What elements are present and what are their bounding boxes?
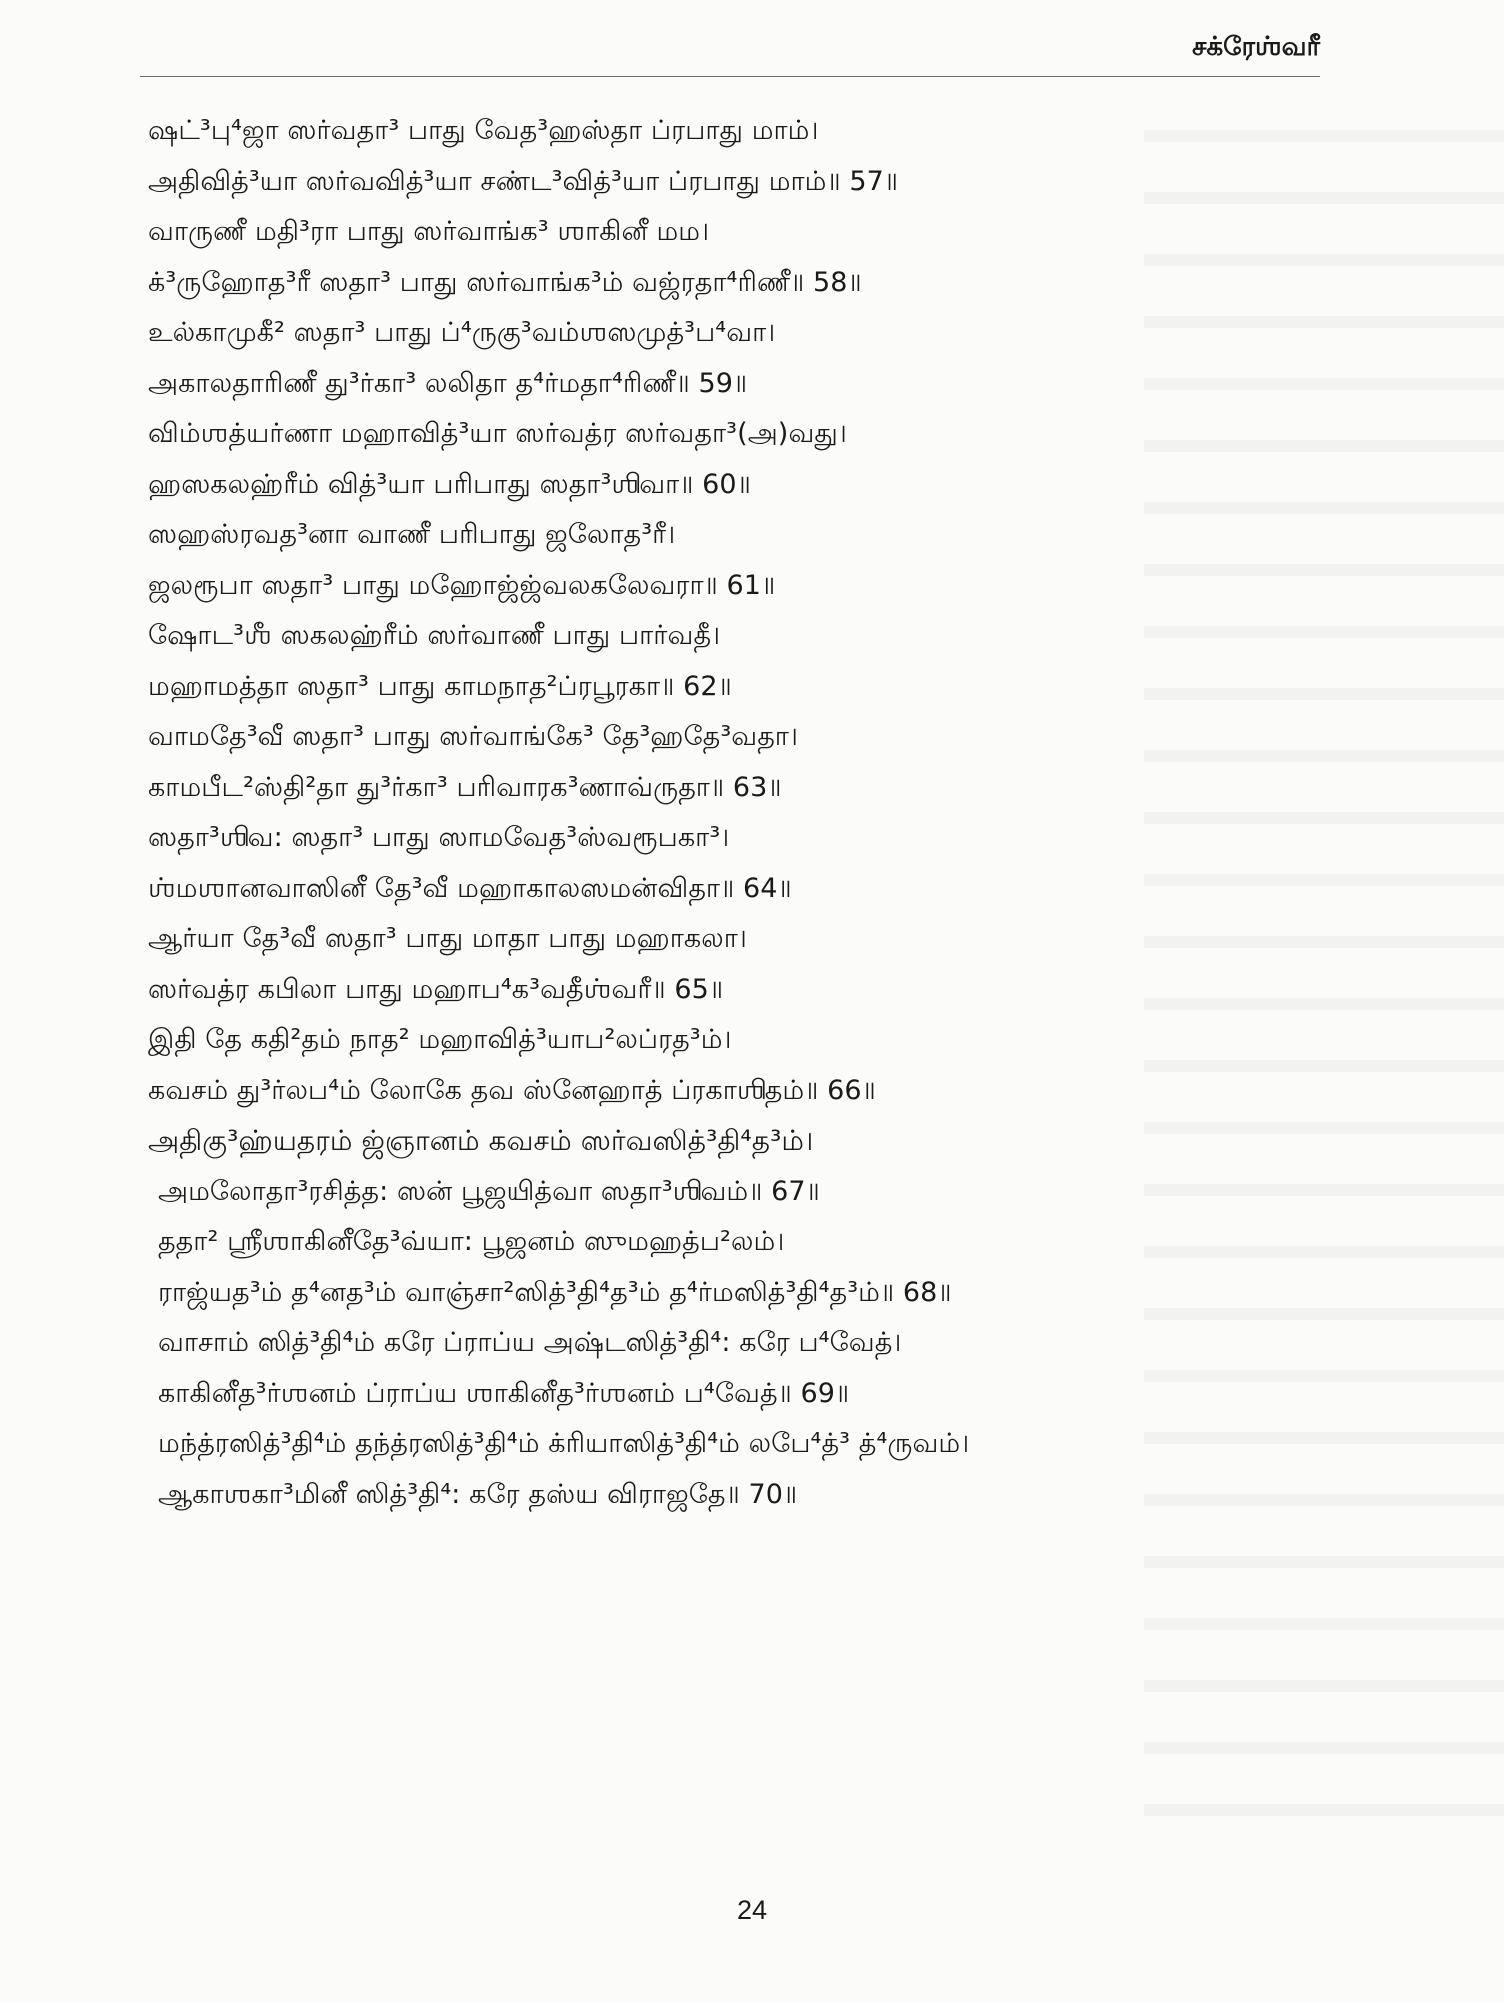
verse-line: மந்த்ரஸித்³தி⁴ம் தந்த்ரஸித்³தி⁴ம் க்ரியாஸித்³தி⁴ம் லபே⁴த்³ த்⁴ருவம்। [158,1428,970,1459]
verse-line: ஆகாஶகா³மினீ ஸித்³தி⁴꞉ கரே தஸ்ய விராஜதே॥ 70॥ [158,1478,798,1510]
running-title: சக்ரேஶ்வரீ [1192,32,1320,62]
verse-line: ஜலரூபா ஸதா³ பாது மஹோஜ்ஜ்வலகலேவரா॥ 61॥ [148,569,776,601]
verse-line: ஸர்வத்ர கபிலா பாது மஹாப⁴க³வதீஶ்வரீ॥ 65॥ [148,973,724,1005]
verse-line: கவசம் து³ர்லப⁴ம் லோகே தவ ஸ்னேஹாத் ப்ரகாஶிதம்॥ 66॥ [148,1074,876,1106]
verse-line: மஹாமத்தா ஸதா³ பாது காமநாத²ப்ரபூரகா॥ 62॥ [148,670,732,702]
verse-line: வாமதே³வீ ஸதா³ பாது ஸர்வாங்கே³ தே³ஹதே³வதா। [148,721,799,752]
verse-line: ஹஸகலஹ்ரீம் வித்³யா பரிபாது ஸதா³ஶிவா॥ 60॥ [148,468,751,500]
verse-line: வாருணீ மதி³ரா பாது ஸர்வாங்க³ ஶாகினீ மம। [148,216,710,247]
verse-line: அகாலதாரிணீ து³ர்கா³ லலிதா த⁴ர்மதா⁴ரிணீ॥ 59॥ [148,367,748,399]
verse-line: காமபீட²ஸ்தி²தா து³ர்கா³ பரிவாரக³ணாவ்ருதா॥ 63॥ [148,771,782,803]
verse-line: ஸதா³ஶிவ꞉ ஸதா³ பாது ஸாமவேத³ஸ்வரூபகா³। [148,822,730,853]
verse-line: ஶ்மஶானவாஸினீ தே³வீ மஹாகாலஸமன்விதா॥ 64॥ [148,872,792,904]
verse-line: விம்ஶத்யர்ணா மஹாவித்³யா ஸர்வத்ர ஸர்வதா³(அ)வது। [148,418,847,449]
verse-line: க்³ருஹோத³ரீ ஸதா³ பாது ஸர்வாங்க³ம் வஜ்ரதா⁴ரிணீ॥ 58॥ [148,266,862,298]
verse-line: அதிகு³ஹ்யதரம் ஜ்ஞானம் கவசம் ஸர்வஸித்³தி⁴த³ம்। [148,1124,814,1157]
verse-line: இதி தே கதி²தம் நாத² மஹாவித்³யாப²லப்ரத³ம்। [148,1024,732,1055]
verse-line: அதிவித்³யா ஸர்வவித்³யா சண்ட³வித்³யா ப்ரபாது மாம்॥ 57॥ [148,165,899,197]
verse-line: ஷட்³பு⁴ஜா ஸர்வதா³ பாது வேத³ஹஸ்தா ப்ரபாது மாம்। [148,115,819,146]
verse-line: அமலோதா³ரசித்த꞉ ஸன் பூஜயித்வா ஸதா³ஶிவம்॥ 67॥ [158,1175,820,1207]
verse-line: ஸஹஸ்ரவத³னா வாணீ பரிபாது ஜலோத³ரீ। [148,519,676,550]
verse-line: ராஜ்யத³ம் த⁴னத³ம் வாஞ்சா²ஸித்³தி⁴த³ம் த⁴ர்மஸித்³தி⁴த³ம்॥ 68॥ [158,1276,952,1308]
verse-line: உல்காமுகீ² ஸதா³ பாது ப்⁴ருகு³வம்ஶஸமுத்³ப⁴வா। [148,317,776,348]
header-rule [140,76,1320,77]
verse-text [148,106,1238,1520]
page-header [140,26,1320,76]
verse-line: ஆர்யா தே³வீ ஸதா³ பாது மாதா பாது மஹாகலா। [148,923,747,954]
page-number: 24 [736,1895,768,1925]
verse-line: வாசாம் ஸித்³தி⁴ம் கரே ப்ராப்ய அஷ்டஸித்³தி⁴꞉ கரே ப⁴வேத்। [158,1327,902,1358]
verse-line: ததா² ஶ்ரீஶாகினீதே³வ்யா꞉ பூஜனம் ஸுமஹத்ப²லம்। [158,1226,785,1257]
verse-line: ஷோட³ஶீ ஸகலஹ்ரீம் ஸர்வாணீ பாது பார்வதீ। [148,620,721,651]
verse-line: காகினீத³ர்ஶனம் ப்ராப்ய ஶாகினீத³ர்ஶனம் ப⁴வேத்॥ 69॥ [158,1377,850,1409]
